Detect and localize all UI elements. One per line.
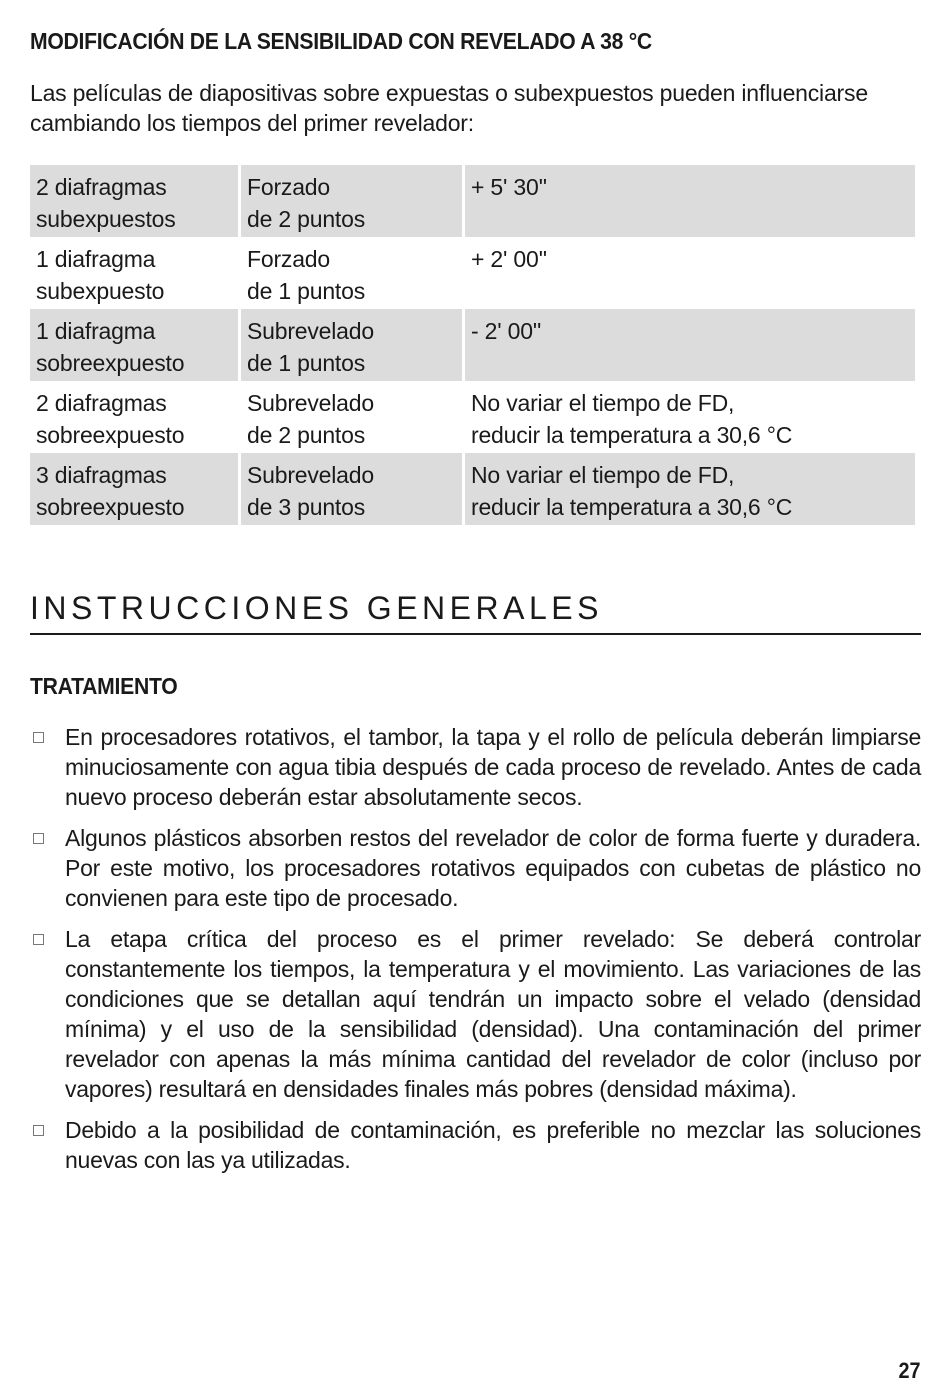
cell-text: 2 diafragmas bbox=[36, 174, 167, 200]
list-item-text: La etapa crítica del proceso es el primer revelado: Se deberá controlar constantemente los tiempos, la temperatura y el movimiento. Las variaciones de las condiciones que se detallan aquí tendrán un impacto sobre el velado (densidad mínima) y el uso de la sensibilidad (densidad). Una contaminación del primer revelador con apenas la más mínima cantidad del revelador de color (incluso por vapores) resultará en densidades finales más pobres (densidad máxima). bbox=[65, 926, 921, 1102]
table-cell-adjustment bbox=[465, 381, 915, 453]
table-cell-adjustment bbox=[465, 237, 915, 309]
cell-text: de 1 puntos bbox=[247, 278, 366, 304]
square-bullet-icon bbox=[33, 732, 44, 743]
table-cell-process bbox=[241, 309, 462, 381]
cell-text: Subrevelado bbox=[247, 390, 374, 416]
cell-text: subexpuestos bbox=[36, 206, 176, 232]
sensitivity-table bbox=[27, 165, 918, 525]
table-cell-process bbox=[241, 165, 462, 237]
table-row bbox=[30, 165, 915, 237]
table-cell-process bbox=[241, 381, 462, 453]
table-cell-process bbox=[241, 453, 462, 525]
cell-text: 3 diafragmas bbox=[36, 462, 167, 488]
treatment-list bbox=[30, 722, 921, 1186]
list-item bbox=[30, 823, 921, 913]
table-cell-exposure bbox=[30, 309, 238, 381]
cell-text: 1 diafragma bbox=[36, 318, 156, 344]
table-row bbox=[30, 309, 915, 381]
square-bullet-icon bbox=[33, 934, 44, 945]
table-cell-adjustment bbox=[465, 309, 915, 381]
cell-text: + 5' 30'' bbox=[471, 174, 547, 200]
cell-text: Subrevelado bbox=[247, 318, 374, 344]
general-instructions-heading: INSTRUCCIONES GENERALES bbox=[30, 590, 921, 635]
table-cell-adjustment bbox=[465, 453, 915, 525]
cell-text: de 2 puntos bbox=[247, 422, 366, 448]
table-cell-exposure bbox=[30, 453, 238, 525]
cell-text: reducir la temperatura a 30,6 °C bbox=[471, 494, 793, 520]
cell-text: No variar el tiempo de FD, bbox=[471, 462, 735, 488]
table-cell-exposure bbox=[30, 237, 238, 309]
list-item bbox=[30, 924, 921, 1104]
table-cell-exposure bbox=[30, 381, 238, 453]
cell-text: sobreexpuesto bbox=[36, 350, 185, 376]
cell-text: No variar el tiempo de FD, bbox=[471, 390, 735, 416]
list-item-text: Algunos plásticos absorben restos del revelador de color de forma fuerte y duradera. Por este motivo, los procesadores rotativos equipados con cubetas de plástico no convienen para este tipo de procesado. bbox=[65, 825, 921, 911]
cell-text: de 2 puntos bbox=[247, 206, 366, 232]
cell-text: Subrevelado bbox=[247, 462, 374, 488]
cell-text: sobreexpuesto bbox=[36, 422, 185, 448]
square-bullet-icon bbox=[33, 833, 44, 844]
list-item-text: Debido a la posibilidad de contaminación, es preferible no mezclar las soluciones nuevas con las ya utilizadas. bbox=[65, 1117, 921, 1173]
cell-text: reducir la temperatura a 30,6 °C bbox=[471, 422, 793, 448]
section-title: MODIFICACIÓN DE LA SENSIBILIDAD CON REVELADO A 38 °C bbox=[30, 28, 652, 54]
table-cell-process bbox=[241, 237, 462, 309]
cell-text: de 3 puntos bbox=[247, 494, 366, 520]
page-number: 27 bbox=[897, 1358, 920, 1383]
list-item bbox=[30, 1115, 921, 1175]
list-item bbox=[30, 722, 921, 812]
cell-text: Forzado bbox=[247, 174, 330, 200]
list-item-text: En procesadores rotativos, el tambor, la tapa y el rollo de película deberán limpiarse minuciosamente con agua tibia después de cada proceso de revelado. Antes de cada nuevo proceso deberán estar absolutamente secos. bbox=[65, 724, 921, 810]
treatment-heading: TRATAMIENTO bbox=[30, 673, 178, 699]
cell-text: Forzado bbox=[247, 246, 330, 272]
cell-text: 2 diafragmas bbox=[36, 390, 167, 416]
cell-text: sobreexpuesto bbox=[36, 494, 185, 520]
cell-text: 1 diafragma bbox=[36, 246, 156, 272]
square-bullet-icon bbox=[33, 1125, 44, 1136]
table-row bbox=[30, 453, 915, 525]
cell-text: - 2' 00'' bbox=[471, 318, 542, 344]
intro-paragraph: Las películas de diapositivas sobre expuestas o subexpuestos pueden influenciarse cambiando los tiempos del primer revelador: bbox=[30, 80, 868, 136]
table-row bbox=[30, 381, 915, 453]
cell-text: subexpuesto bbox=[36, 278, 165, 304]
table-cell-adjustment bbox=[465, 165, 915, 237]
table-row bbox=[30, 237, 915, 309]
cell-text: de 1 puntos bbox=[247, 350, 366, 376]
table-cell-exposure bbox=[30, 165, 238, 237]
cell-text: + 2' 00'' bbox=[471, 246, 547, 272]
